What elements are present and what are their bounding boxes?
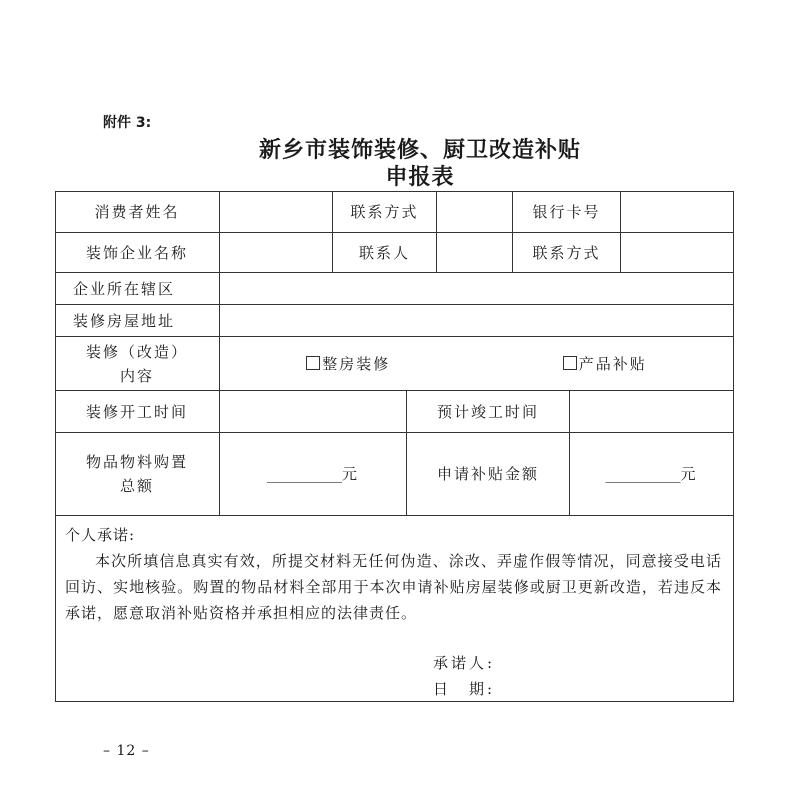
consumer-name-field[interactable] bbox=[220, 191, 333, 233]
contact-person-field[interactable] bbox=[437, 233, 513, 273]
purchase-total-blank: __________ bbox=[266, 465, 342, 483]
contact-person-label: 联系人 bbox=[333, 233, 437, 273]
form-title: 新乡市装饰装修、厨卫改造补贴 bbox=[258, 137, 581, 163]
purchase-total-field[interactable] bbox=[220, 433, 407, 516]
renovation-content-options bbox=[220, 337, 734, 391]
application-form-table bbox=[55, 191, 734, 702]
bank-card-field[interactable] bbox=[621, 191, 734, 233]
contact-method-field[interactable] bbox=[437, 191, 513, 233]
subsidy-amount-label: 申请补贴金额 bbox=[407, 433, 570, 516]
whole-house-checkbox[interactable] bbox=[306, 356, 320, 370]
subsidy-amount-field[interactable] bbox=[570, 433, 734, 516]
date-label: 日 期: bbox=[433, 680, 496, 698]
house-address-field[interactable] bbox=[220, 305, 734, 337]
completion-time-label: 预计竣工时间 bbox=[407, 391, 570, 433]
company-district-field[interactable] bbox=[220, 273, 734, 305]
company-contact-method-field[interactable] bbox=[621, 233, 734, 273]
company-district-label: 企业所在辖区 bbox=[55, 273, 220, 305]
subsidy-amount-blank: __________ bbox=[605, 465, 681, 483]
company-name-field[interactable] bbox=[220, 233, 333, 273]
whole-house-option[interactable]: 整房装修 bbox=[306, 352, 390, 376]
house-address-label: 装修房屋地址 bbox=[55, 305, 220, 337]
product-subsidy-option[interactable]: 产品补贴 bbox=[563, 352, 647, 376]
contact-method-label: 联系方式 bbox=[333, 191, 437, 233]
company-name-label: 装饰企业名称 bbox=[55, 233, 220, 273]
renovation-content-label: 装修（改造） 内容 bbox=[55, 337, 220, 391]
signer-label: 承诺人: bbox=[433, 654, 496, 672]
personal-pledge-section bbox=[55, 516, 734, 702]
company-contact-method-label: 联系方式 bbox=[513, 233, 621, 273]
subsidy-yuan-unit: 元 bbox=[680, 465, 698, 483]
completion-time-field[interactable] bbox=[570, 391, 734, 433]
yuan-unit: 元 bbox=[341, 465, 359, 483]
consumer-name-label: 消费者姓名 bbox=[55, 191, 220, 233]
product-subsidy-checkbox[interactable] bbox=[563, 356, 577, 370]
attachment-label: 附件 3: bbox=[103, 115, 152, 131]
start-time-field[interactable] bbox=[220, 391, 407, 433]
purchase-total-label: 物品物料购置 总额 bbox=[55, 433, 220, 516]
form-title-subtitle: 申报表 bbox=[385, 164, 455, 190]
pledge-body: 本次所填信息真实有效，所提交材料无任何伪造、涂改、弄虚作假等情况，同意接受电话回访、实地核验。购置的物品材料全部用于本次申请补贴房屋装修或厨卫更新改造，若违反本承诺，愿意取消补贴资格并承担相应的法律责任。 bbox=[65, 552, 722, 622]
start-time-label: 装修开工时间 bbox=[55, 391, 220, 433]
bank-card-label: 银行卡号 bbox=[513, 191, 621, 233]
pledge-heading: 个人承诺: bbox=[65, 526, 136, 544]
page-number: – 12 – bbox=[103, 743, 150, 759]
